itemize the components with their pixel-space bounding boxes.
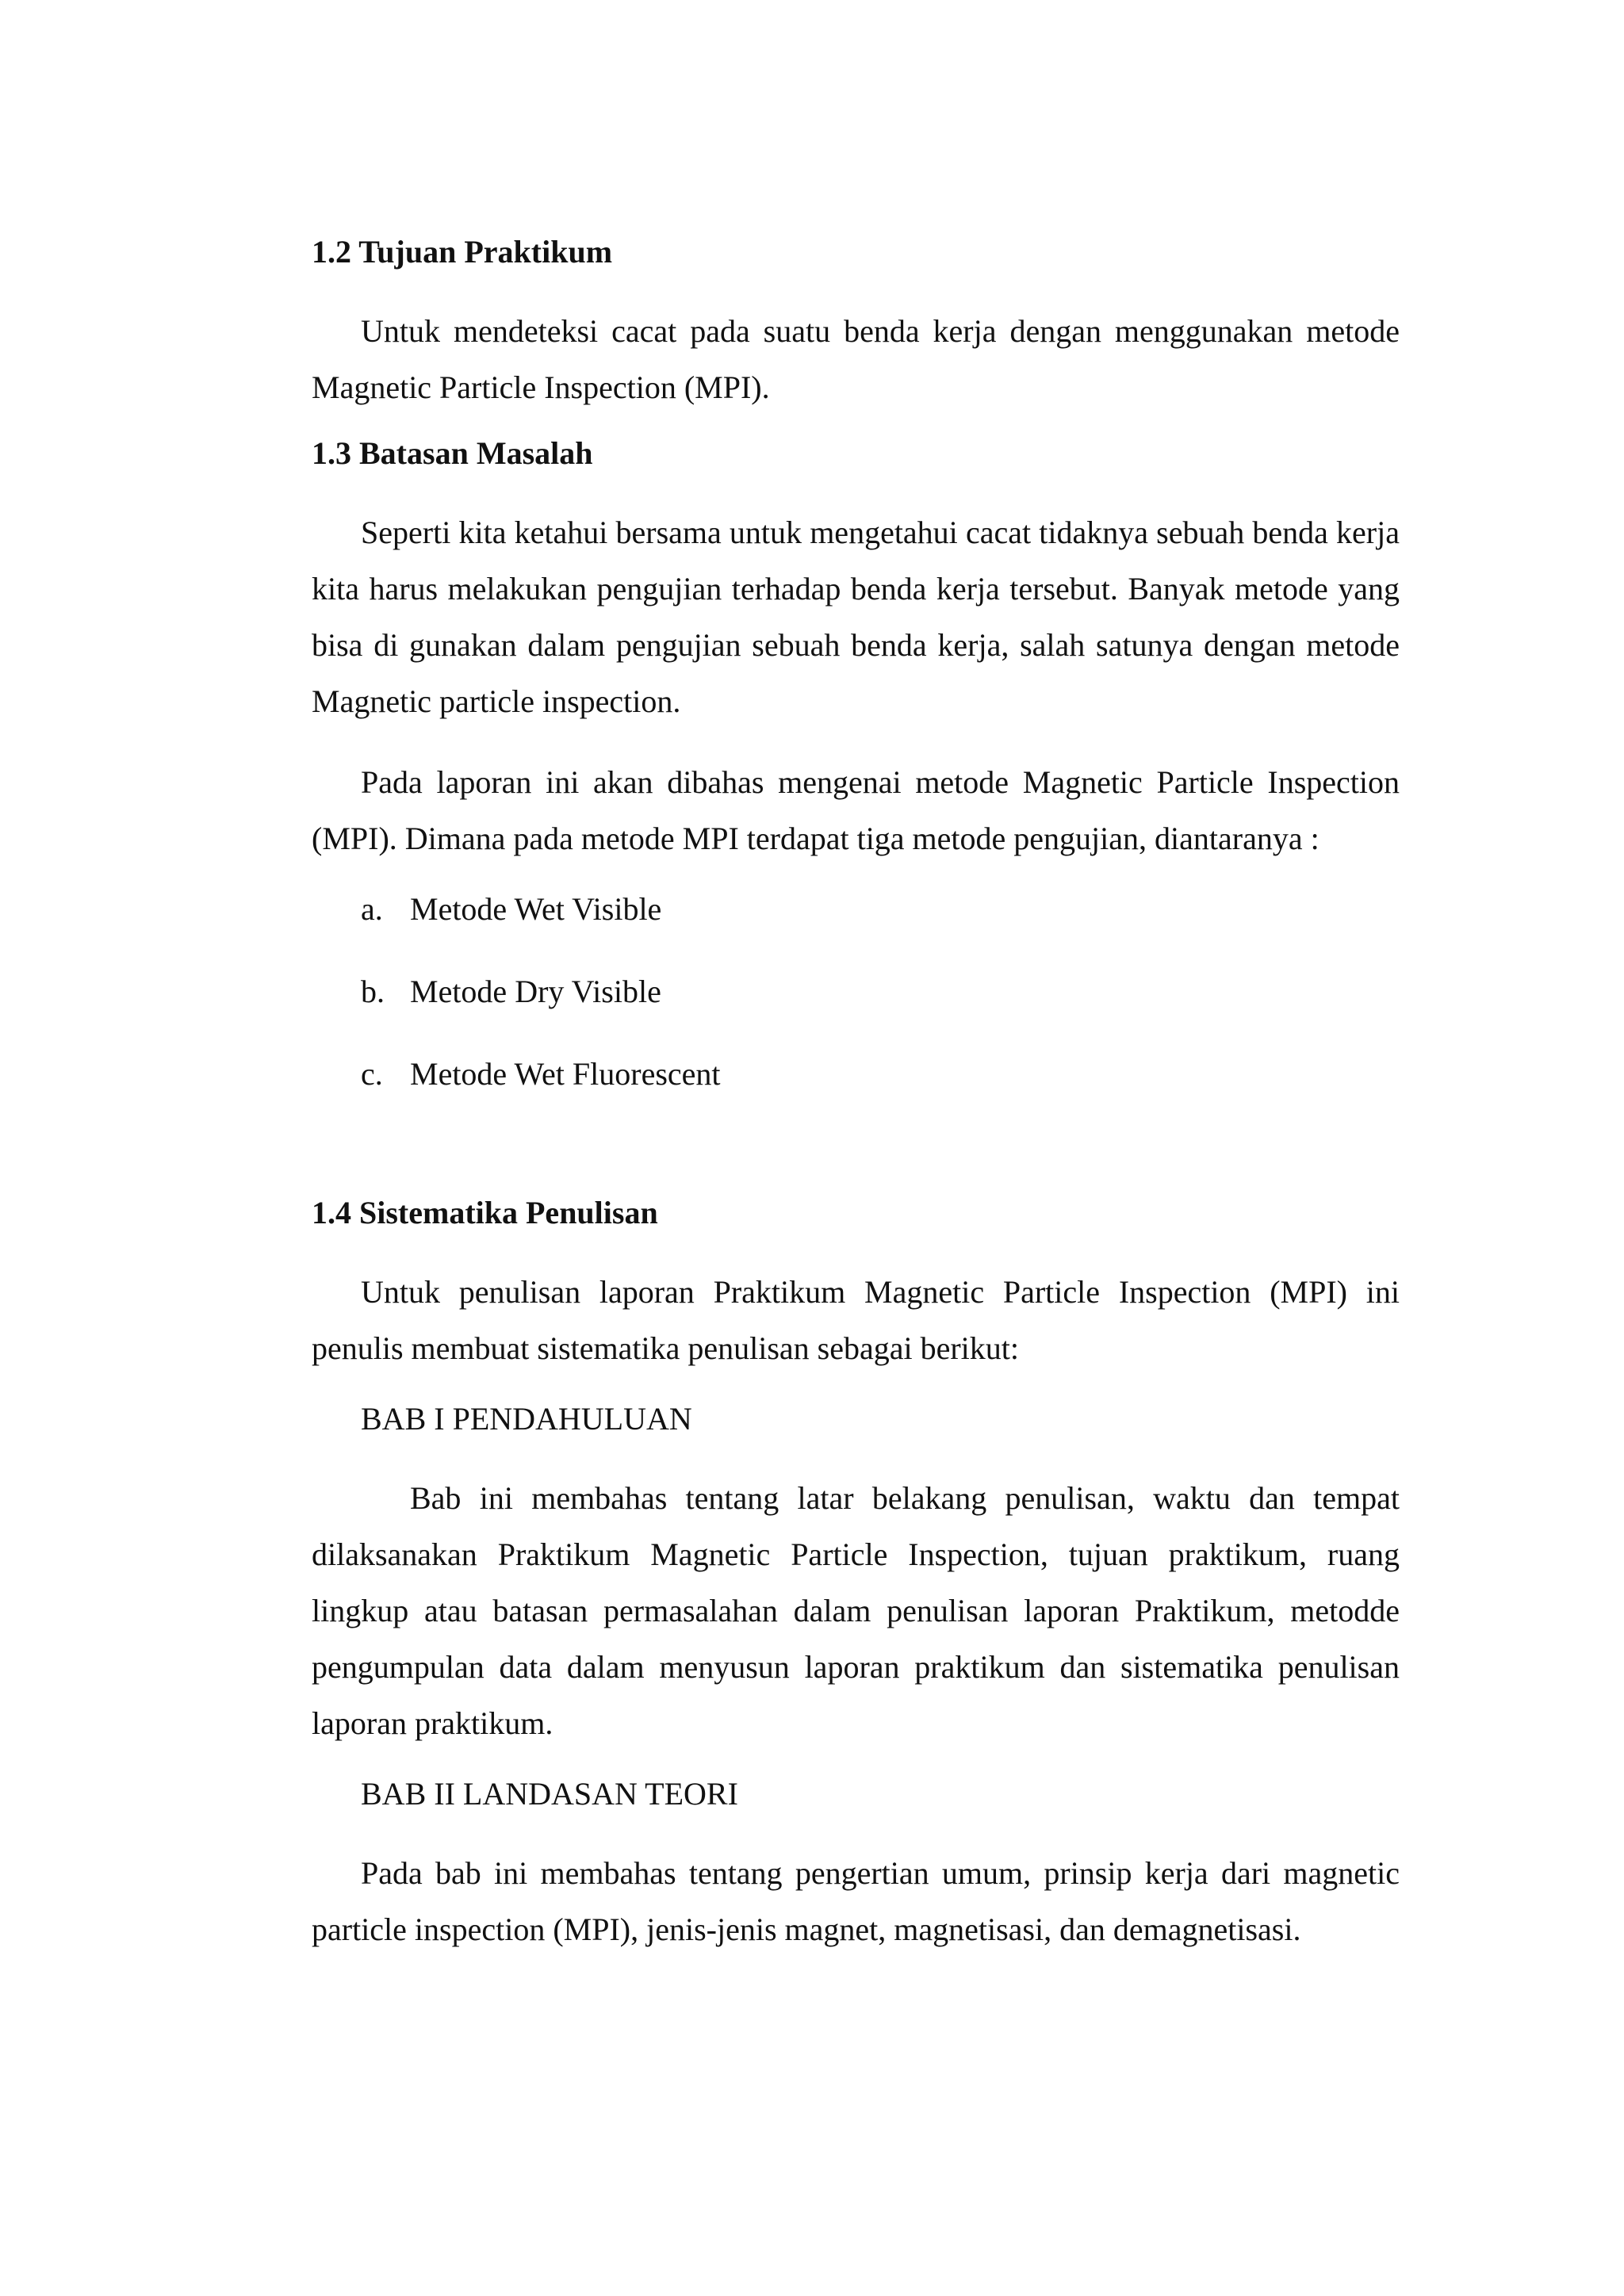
paragraph-bab1: Bab ini membahas tentang latar belakang penulisan, waktu dan tempat dilaksanakan Praktikum Magnetic Particle Inspection, tujuan praktikum, ruang lingkup atau batasan permasalahan dalam penulisan laporan Praktikum, metodde pengumpulan data dalam menyusun laporan praktikum dan sistematika penulisan laporan praktikum. <box>312 1480 1400 1741</box>
list-item <box>312 968 1400 1016</box>
heading-batasan-masalah: 1.3 Batasan Masalah <box>312 435 593 471</box>
document-page <box>312 228 1400 1957</box>
bab1-title: BAB I PENDAHULUAN <box>361 1401 692 1437</box>
list-marker: b. <box>361 974 385 1009</box>
list-item-label: Metode Wet Visible <box>410 891 662 927</box>
paragraph-sistematika-intro: Untuk penulisan laporan Praktikum Magnetic Particle Inspection (MPI) ini penulis membuat sistematika penulisan sebagai berikut: <box>312 1274 1400 1366</box>
paragraph-tujuan: Untuk mendeteksi cacat pada suatu benda kerja dengan menggunakan metode Magnetic Particle Inspection (MPI). <box>312 313 1400 405</box>
bab2-title: BAB II LANDASAN TEORI <box>361 1776 738 1812</box>
paragraph-batasan-2: Pada laporan ini akan dibahas mengenai metode Magnetic Particle Inspection (MPI). Dimana pada metode MPI terdapat tiga metode pengujian, diantaranya : <box>312 764 1400 856</box>
paragraph-batasan-1: Seperti kita ketahui bersama untuk mengetahui cacat tidaknya sebuah benda kerja kita harus melakukan pengujian terhadap benda kerja tersebut. Banyak metode yang bisa di gunakan dalam pengujian sebuah benda kerja, salah satunya dengan metode Magnetic particle inspection. <box>312 515 1400 719</box>
list-item-label: Metode Dry Visible <box>410 974 661 1009</box>
list-item-label: Metode Wet Fluorescent <box>410 1056 721 1092</box>
heading-tujuan-praktikum: 1.2 Tujuan Praktikum <box>312 234 613 270</box>
list-item <box>312 886 1400 933</box>
list-marker: a. <box>361 891 383 927</box>
metode-list <box>312 886 1400 1098</box>
list-marker: c. <box>361 1056 383 1092</box>
list-item <box>312 1050 1400 1098</box>
heading-sistematika-penulisan: 1.4 Sistematika Penulisan <box>312 1195 658 1230</box>
paragraph-bab2: Pada bab ini membahas tentang pengertian umum, prinsip kerja dari magnetic particle inspection (MPI), jenis-jenis magnet, magnetisasi, dan demagnetisasi. <box>312 1855 1400 1947</box>
